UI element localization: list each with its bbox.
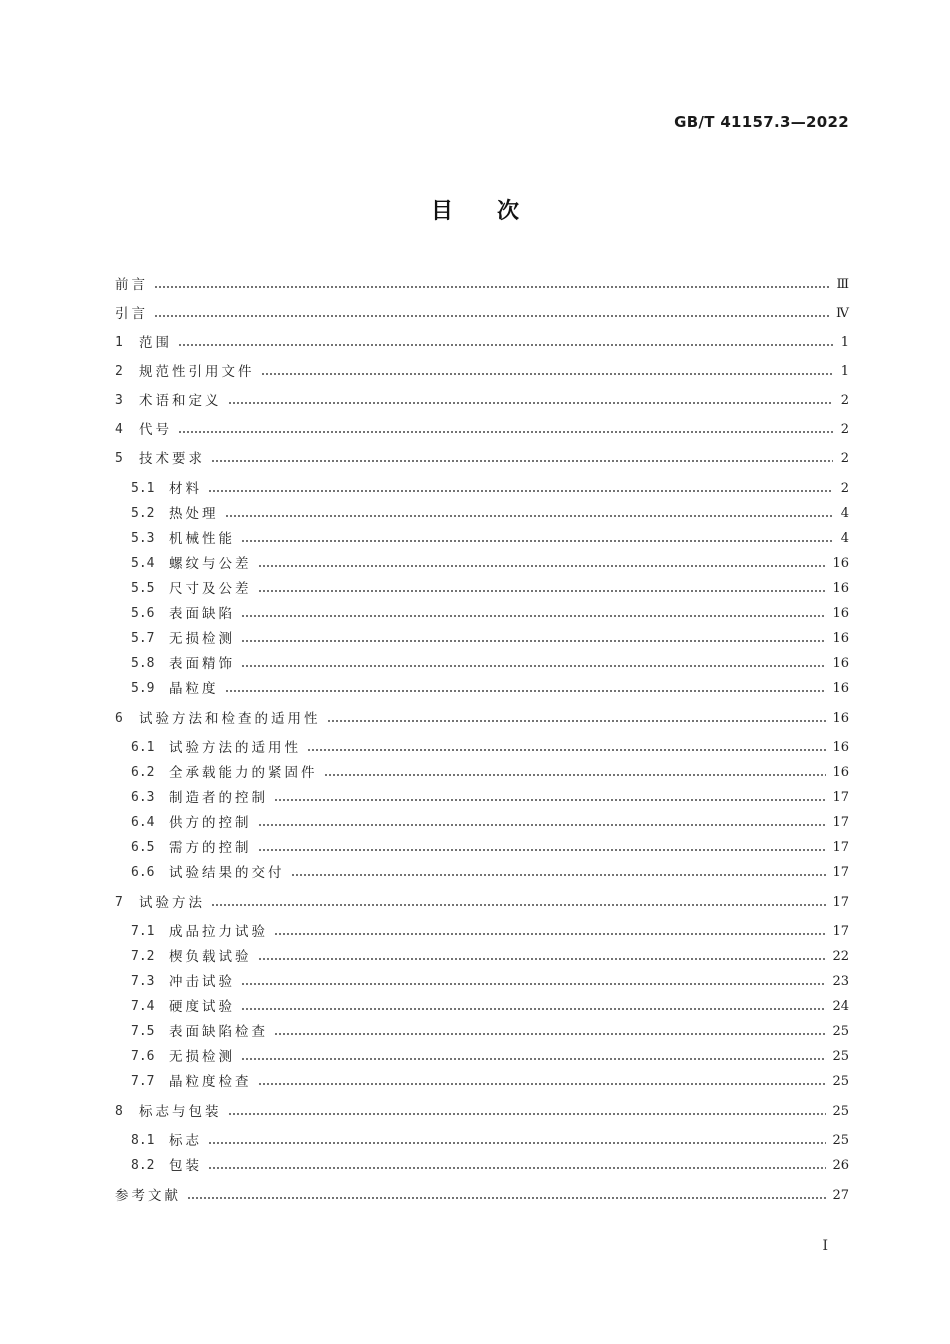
toc-entry-page: 16 <box>832 740 849 755</box>
toc-entry-label: 需方的控制 <box>169 840 252 856</box>
toc-entry-label: 范围 <box>139 335 172 351</box>
dot-leader <box>258 848 827 852</box>
toc-entry[interactable] <box>131 1046 849 1068</box>
dot-leader <box>258 1082 827 1086</box>
toc-entry-number: 7.3 <box>131 974 155 989</box>
toc-entry-label: 无损检测 <box>169 1049 235 1065</box>
toc-entry-label: 规范性引用文件 <box>139 364 255 380</box>
dot-leader <box>241 982 826 986</box>
toc-entry[interactable] <box>131 946 849 968</box>
toc-entry[interactable] <box>131 921 849 943</box>
toc-entry-page: 2 <box>840 393 849 408</box>
toc-entry[interactable] <box>115 419 849 441</box>
dot-leader <box>225 689 827 693</box>
toc-entry-label: 楔负载试验 <box>169 949 252 965</box>
toc-entry-page: 22 <box>832 949 849 964</box>
toc-entry[interactable] <box>131 1071 849 1093</box>
dot-leader <box>261 372 834 376</box>
toc-entry-page: Ⅲ <box>836 277 849 292</box>
toc-entry-number: 5.8 <box>131 656 155 671</box>
toc-entry[interactable] <box>131 653 849 675</box>
toc-entry-number: 5.7 <box>131 631 155 646</box>
toc-entry-page: 16 <box>832 656 849 671</box>
toc-entry-label: 试验方法的适用性 <box>169 740 301 756</box>
toc-entry[interactable] <box>131 996 849 1018</box>
toc-entry-page: 4 <box>840 531 849 546</box>
toc-entry-label: 前言 <box>115 277 148 293</box>
toc-entry-label: 制造者的控制 <box>169 790 268 806</box>
toc-entry[interactable] <box>131 478 849 500</box>
toc-entry-number: 6 <box>115 711 123 726</box>
toc-entry-number: 5.6 <box>131 606 155 621</box>
toc-entry[interactable] <box>115 892 849 914</box>
toc-entry[interactable] <box>131 1021 849 1043</box>
toc-entry[interactable] <box>115 1185 849 1207</box>
toc-entry[interactable] <box>131 971 849 993</box>
toc-entry[interactable] <box>131 628 849 650</box>
dot-leader <box>178 343 833 347</box>
toc-entry[interactable] <box>115 448 849 470</box>
dot-leader <box>228 401 834 405</box>
toc-entry-number: 6.2 <box>131 765 155 780</box>
dot-leader <box>327 719 827 723</box>
toc-entry-page: 23 <box>832 974 849 989</box>
toc-entry[interactable] <box>131 1130 849 1152</box>
toc-entry-number: 5.9 <box>131 681 155 696</box>
toc-entry[interactable] <box>115 1101 849 1123</box>
dot-leader <box>178 430 833 434</box>
dot-leader <box>291 873 827 877</box>
toc-entry-label: 代号 <box>139 422 172 438</box>
page-title: 目次 <box>430 199 563 224</box>
toc-entry-number: 6.4 <box>131 815 155 830</box>
toc-entry-label: 表面缺陷 <box>169 606 235 622</box>
dot-leader <box>241 639 826 643</box>
toc-entry-label: 标志与包装 <box>139 1104 222 1120</box>
toc-entry-number: 5 <box>115 451 123 466</box>
toc-entry-label: 全承载能力的紧固件 <box>169 765 318 781</box>
toc-entry-page: 16 <box>832 765 849 780</box>
toc-entry[interactable] <box>131 553 849 575</box>
toc-entry[interactable] <box>131 603 849 625</box>
toc-entry-label: 引言 <box>115 306 148 322</box>
toc-entry-label: 冲击试验 <box>169 974 235 990</box>
toc-entry-number: 7.6 <box>131 1049 155 1064</box>
toc-entry-label: 材料 <box>169 481 202 497</box>
toc-entry-page: 4 <box>840 506 849 521</box>
toc-entry-page: 2 <box>840 481 849 496</box>
toc-entry-number: 1 <box>115 335 123 350</box>
toc-entry-number: 3 <box>115 393 123 408</box>
toc-entry-number: 6.6 <box>131 865 155 880</box>
toc-entry-page: 24 <box>832 999 849 1014</box>
toc-entry[interactable] <box>115 708 849 730</box>
toc-entry-page: 16 <box>832 581 849 596</box>
toc-entry-page: 25 <box>832 1024 849 1039</box>
dot-leader <box>258 589 827 593</box>
toc-entry-number: 8.2 <box>131 1158 155 1173</box>
toc-entry-number: 2 <box>115 364 123 379</box>
toc-entry-number: 5.2 <box>131 506 155 521</box>
dot-leader <box>208 1166 826 1170</box>
toc-entry-number: 6.5 <box>131 840 155 855</box>
dot-leader <box>307 748 826 752</box>
toc-entry[interactable] <box>131 678 849 700</box>
toc-entry-number: 7.5 <box>131 1024 155 1039</box>
toc-entry[interactable] <box>131 737 849 759</box>
toc-entry-label: 尺寸及公差 <box>169 581 252 597</box>
standard-number: GB/T 41157.3—2022 <box>674 113 849 131</box>
toc-entry-page: 17 <box>832 865 849 880</box>
toc-entry-number: 4 <box>115 422 123 437</box>
toc-entry-page: 27 <box>832 1188 849 1203</box>
toc-entry[interactable] <box>131 762 849 784</box>
toc-entry-number: 5.3 <box>131 531 155 546</box>
toc-entry-number: 7.2 <box>131 949 155 964</box>
toc-entry-label: 无损检测 <box>169 631 235 647</box>
toc-entry-label: 标志 <box>169 1133 202 1149</box>
toc-entry-page: 2 <box>840 422 849 437</box>
dot-leader <box>241 539 833 543</box>
dot-leader <box>211 903 826 907</box>
toc-entry[interactable] <box>115 274 849 296</box>
toc-entry-page: 26 <box>832 1158 849 1173</box>
dot-leader <box>241 664 826 668</box>
toc-entry[interactable] <box>131 787 849 809</box>
toc-entry[interactable] <box>131 578 849 600</box>
toc-entry-page: 17 <box>832 790 849 805</box>
toc-entry-number: 7.7 <box>131 1074 155 1089</box>
toc-entry-label: 机械性能 <box>169 531 235 547</box>
dot-leader <box>225 514 834 518</box>
dot-leader <box>274 932 826 936</box>
dot-leader <box>241 1057 826 1061</box>
page-number: Ⅰ <box>822 1238 828 1254</box>
toc-entry-page: 16 <box>832 556 849 571</box>
dot-leader <box>324 773 827 777</box>
toc-entry-label: 供方的控制 <box>169 815 252 831</box>
toc-entry-page: 25 <box>832 1133 849 1148</box>
toc-entry-label: 参考文献 <box>115 1188 181 1204</box>
dot-leader <box>208 489 833 493</box>
dot-leader <box>187 1196 826 1200</box>
toc-entry[interactable] <box>115 332 849 354</box>
toc-entry-label: 术语和定义 <box>139 393 222 409</box>
toc-entry-page: 17 <box>832 924 849 939</box>
toc-entry-number: 5.4 <box>131 556 155 571</box>
dot-leader <box>274 1032 826 1036</box>
toc-entry-label: 技术要求 <box>139 451 205 467</box>
toc-entry-number: 5.5 <box>131 581 155 596</box>
toc-entry-label: 包装 <box>169 1158 202 1174</box>
toc-entry-label: 试验方法 <box>139 895 205 911</box>
toc-entry[interactable] <box>131 812 849 834</box>
toc-entry-page: 17 <box>832 840 849 855</box>
toc-entry-page: 1 <box>840 364 849 379</box>
toc-entry-number: 6.1 <box>131 740 155 755</box>
toc-entry-label: 晶粒度检查 <box>169 1074 252 1090</box>
toc-entry-page: 25 <box>832 1049 849 1064</box>
dot-leader <box>228 1112 827 1116</box>
dot-leader <box>241 1007 826 1011</box>
dot-leader <box>154 314 830 318</box>
toc-entry-label: 热处理 <box>169 506 219 522</box>
toc-entry-page: 25 <box>832 1074 849 1089</box>
toc-entry[interactable] <box>131 1155 849 1177</box>
dot-leader <box>211 459 833 463</box>
toc-entry-number: 8.1 <box>131 1133 155 1148</box>
toc-entry[interactable] <box>115 390 849 412</box>
toc-entry-label: 表面缺陷检查 <box>169 1024 268 1040</box>
dot-leader <box>241 614 826 618</box>
toc-entry-label: 晶粒度 <box>169 681 219 697</box>
dot-leader <box>258 564 827 568</box>
toc-entry[interactable] <box>115 303 849 325</box>
toc-entry-page: 25 <box>832 1104 849 1119</box>
toc-entry-label: 螺纹与公差 <box>169 556 252 572</box>
toc-entry-number: 7 <box>115 895 123 910</box>
dot-leader <box>258 957 827 961</box>
dot-leader <box>274 798 826 802</box>
toc-entry[interactable] <box>115 361 849 383</box>
dot-leader <box>258 823 827 827</box>
toc-entry-number: 8 <box>115 1104 123 1119</box>
toc-entry-page: 1 <box>840 335 849 350</box>
toc-entry-number: 7.4 <box>131 999 155 1014</box>
toc-entry-number: 5.1 <box>131 481 155 496</box>
dot-leader <box>154 285 830 289</box>
dot-leader <box>208 1141 826 1145</box>
toc-entry-page: 17 <box>832 815 849 830</box>
toc-entry-label: 试验方法和检查的适用性 <box>139 711 321 727</box>
toc-entry-number: 6.3 <box>131 790 155 805</box>
toc-entry-label: 试验结果的交付 <box>169 865 285 881</box>
toc-entry-label: 成品拉力试验 <box>169 924 268 940</box>
toc-entry-page: 16 <box>832 681 849 696</box>
toc-entry-page: 17 <box>832 895 849 910</box>
toc-entry-page: 2 <box>840 451 849 466</box>
toc-entry-number: 7.1 <box>131 924 155 939</box>
toc-entry-page: 16 <box>832 631 849 646</box>
toc-entry-page: 16 <box>832 606 849 621</box>
toc-entry[interactable] <box>131 503 849 525</box>
toc-entry-page: 16 <box>832 711 849 726</box>
toc-entry-label: 表面精饰 <box>169 656 235 672</box>
toc-entry-label: 硬度试验 <box>169 999 235 1015</box>
toc-entry[interactable] <box>131 837 849 859</box>
toc-entry[interactable] <box>131 528 849 550</box>
toc-entry[interactable] <box>131 862 849 884</box>
toc-entry-page: Ⅳ <box>836 306 849 321</box>
